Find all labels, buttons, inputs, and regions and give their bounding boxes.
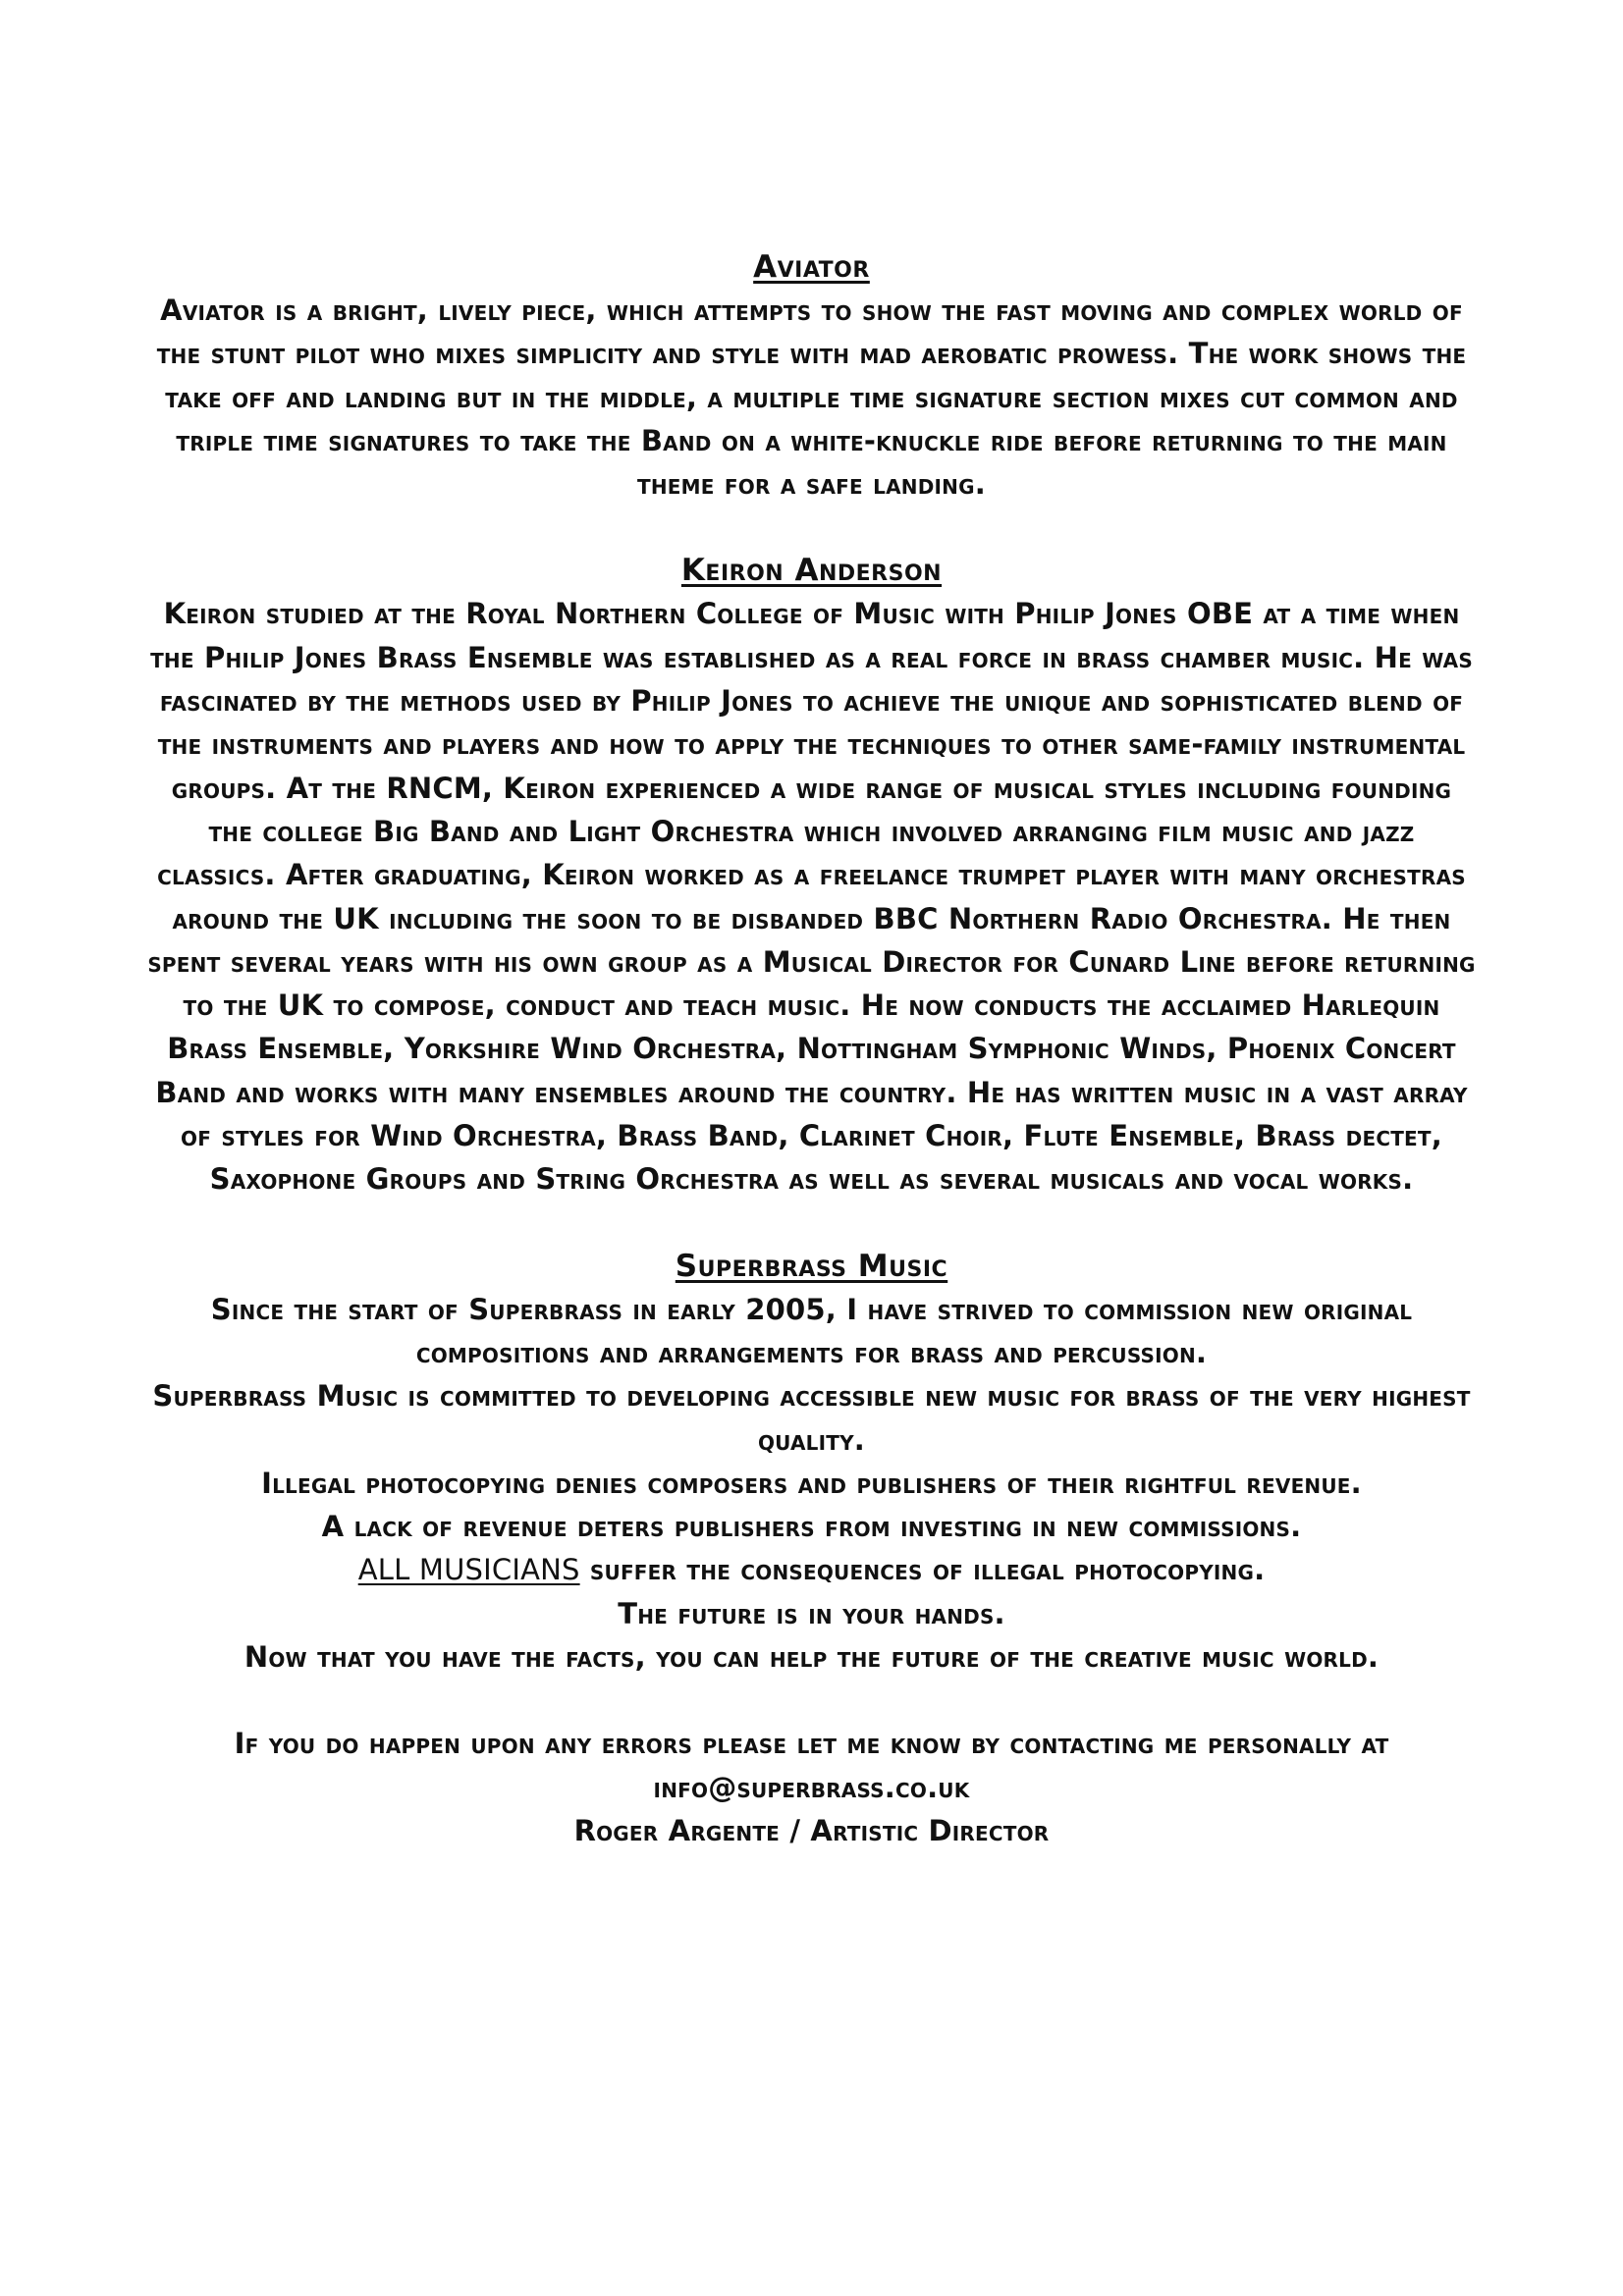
composer-heading: Keiron Anderson bbox=[680, 553, 943, 589]
aviator-section bbox=[147, 245, 1476, 506]
contact-section bbox=[147, 1722, 1476, 1852]
musicians-line bbox=[147, 1548, 1476, 1591]
errors-request: If you do happen upon any errors please let me know by contacting me personally at bbox=[234, 1727, 1389, 1761]
signature: Roger Argente / Artistic Director bbox=[573, 1813, 1050, 1847]
publisher-section bbox=[147, 1245, 1476, 1680]
composer-biography: Keiron studied at the Royal Northern College of Music with Philip Jones OBE at a time when the Philip Jones Brass Ensemble was established as a real force in brass chamber music. He was fascinated by the methods used by Philip Jones to achieve the unique and sophisticated blend of the instruments and players and how to apply the techniques to other same-family instrumental groups. At the RNCM, Keiron experienced a wide range of musical styles including founding the college Big Band and Light Orchestra which involved arranging film music and jazz classics. After graduating, Keiron worked as a freelance trumpet player with many orchestras around the UK including the soon to be disbanded BBC Northern Radio Orchestra. He then spent several years with his own group as a Musical Director for Cunard Line before returning to the UK to compose, conduct and teach music. He now conducts the acclaimed Harlequin Brass Ensemble, Yorkshire Wind Orchestra, Nottingham Symphonic Winds, Phoenix Concert Band and works with many ensembles around the country. He has written music in a vast array of styles for Wind Orchestra, Brass Band, Clarinet Choir, Flute Ensemble, Brass dectet, Saxophone Groups and String Orchestra as well as several musicals and vocal works. bbox=[147, 597, 1476, 1197]
future-line: The future is in your hands. bbox=[618, 1596, 1005, 1630]
composer-section bbox=[147, 549, 1476, 1201]
aviator-description: Aviator is a bright, lively piece, which attempts to show the fast moving and complex world of the stunt pilot who mixes simplicity and style with mad aerobatic prowess. The work shows the take off and landing but in the middle, a multiple time signature section mixes cut common and triple time signatures to take the Band on a white-knuckle ride before returning to the main theme for a safe landing. bbox=[156, 294, 1467, 502]
revenue-line: A lack of revenue deters publishers from investing in new commissions. bbox=[321, 1510, 1302, 1544]
publisher-commitment: Superbrass Music is committed to developing accessible new music for brass of the very highest quality. bbox=[152, 1379, 1471, 1457]
publisher-intro: Since the start of Superbrass in early 2005, I have strived to commission new original compositions and arrangements for brass and percussion. bbox=[210, 1292, 1413, 1369]
musicians-line-rest: suffer the consequences of illegal photocopying. bbox=[579, 1553, 1266, 1587]
aviator-heading: Aviator bbox=[753, 249, 870, 285]
illegal-copying-line: Illegal photocopying denies composers and publishers of their rightful revenue. bbox=[261, 1466, 1362, 1500]
publisher-heading: Superbrass Music bbox=[675, 1248, 948, 1284]
contact-email: info@superbrass.co.uk bbox=[653, 1770, 970, 1804]
all-musicians-emphasis: ALL MUSICIANS bbox=[357, 1553, 580, 1587]
programme-notes-page bbox=[147, 245, 1476, 1852]
facts-line: Now that you have the facts, you can help the future of the creative music world. bbox=[243, 1640, 1380, 1675]
